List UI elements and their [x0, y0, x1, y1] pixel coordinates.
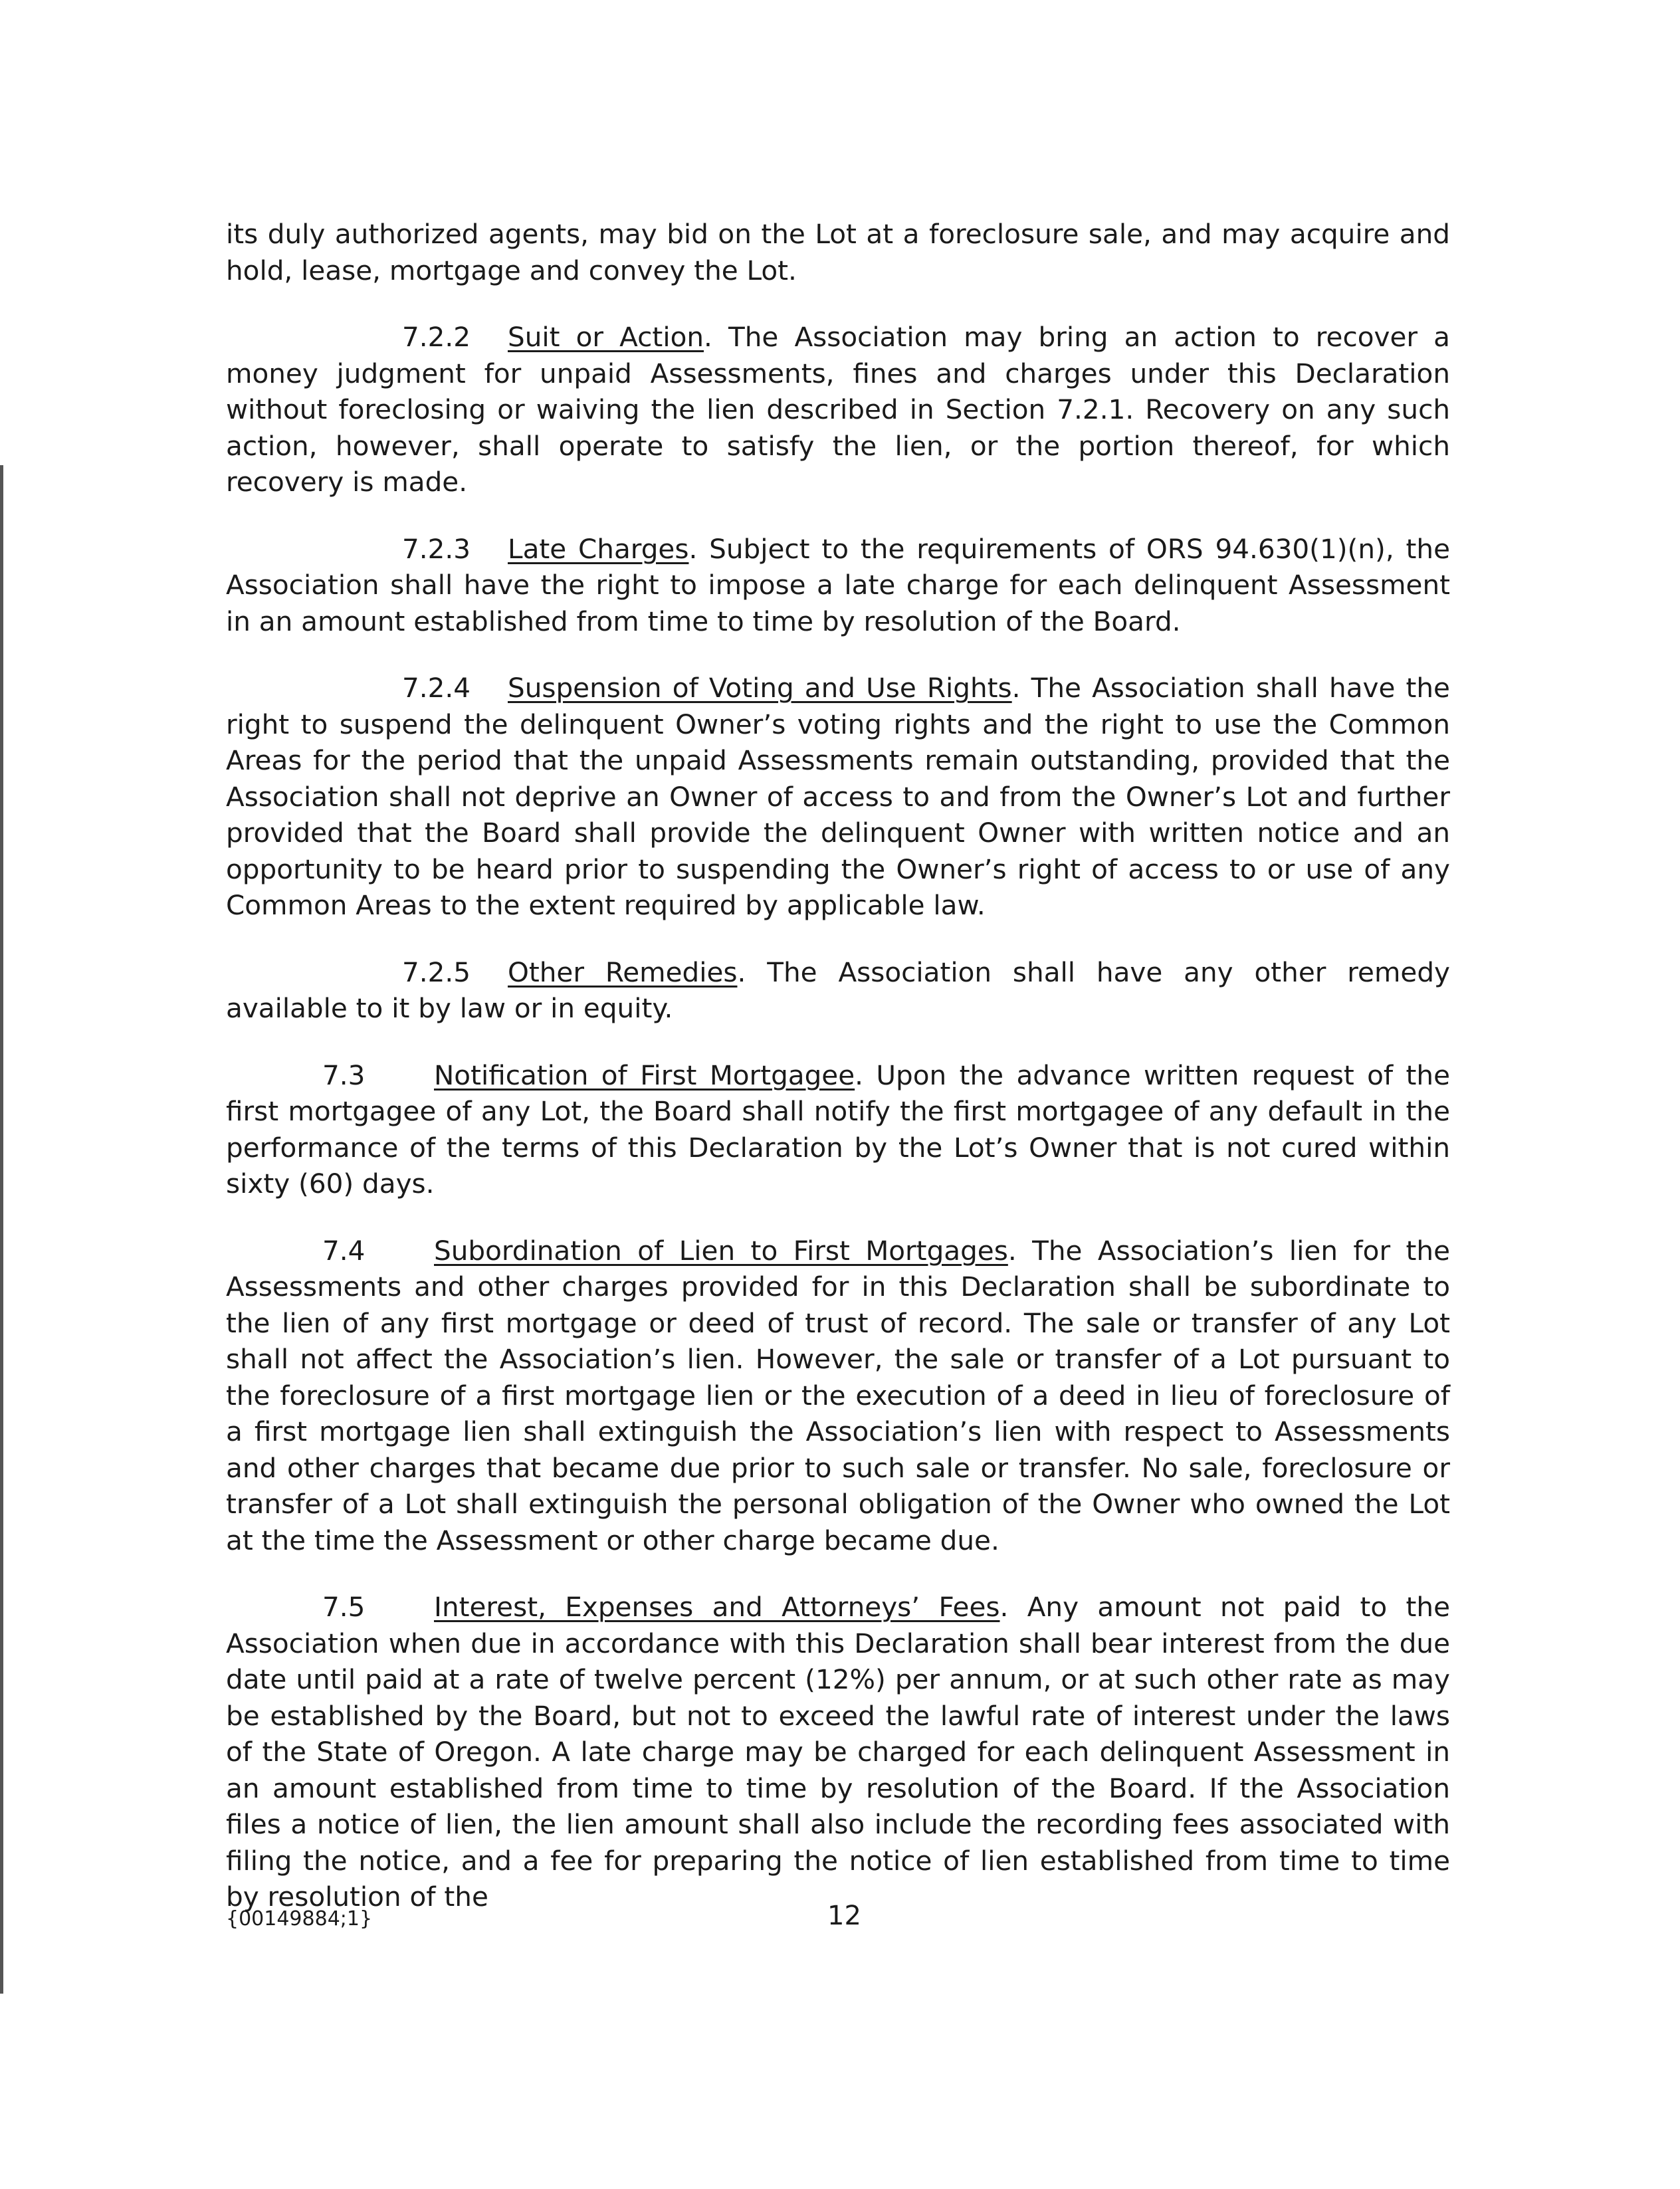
section-7-2-2 [226, 319, 1450, 500]
section-number: 7.4 [322, 1234, 366, 1267]
section-heading: Interest, Expenses and Attorneys’ Fees [434, 1591, 1000, 1623]
paragraph-text: its duly authorized agents, may bid on the Lot at a foreclosure sale, and may acquire and hold, lease, mortgage and convey the Lot. [226, 218, 1450, 286]
paragraph-continuation [226, 216, 1450, 288]
section-7-3 [226, 1057, 1450, 1202]
section-7-2-5 [226, 954, 1450, 1027]
paragraph-text: . Any amount not paid to the Association when due in accordance with this Declaration shall bear interest from the due date until paid at a rate of twelve percent (12%) per annum, or at such other rate as may be established by the Board, but not to exceed the lawful rate of interest under the laws of the State of Oregon. A late charge may be charged for each delinquent Assessment in an amount established from time to time by resolution of the Board. If the Association files a notice of lien, the lien amount shall also include the recording fees associated with filing the notice, and a fee for preparing the notice of lien established from time to time by resolution of the [226, 1591, 1450, 1913]
section-number: 7.2.4 [402, 672, 471, 704]
section-7-2-3 [226, 531, 1450, 640]
footer-document-id: {00149884;1} [226, 1907, 373, 1930]
scan-edge-shadow [0, 465, 3, 1994]
paragraph-text: . The Association’s lien for the Assessments and other charges provided for in this Declaration shall be subordinate to the lien of any first mortgage or deed of trust of record. The sale or transfer of any Lot shall not affect the Association’s lien. However, the sale or transfer of a Lot pursuant to the foreclosure of a first mortgage lien or the execution of a deed in lieu of foreclosure of a first mortgage lien shall extinguish the Association’s lien with respect to Assessments and other charges that became due prior to such sale or transfer. No sale, foreclosure or transfer of a Lot shall extinguish the personal obligation of the Owner who owned the Lot at the time the Assessment or other charge became due. [226, 1234, 1451, 1556]
section-number: 7.2.3 [402, 532, 471, 565]
section-number: 7.5 [322, 1591, 366, 1623]
paragraph-text: . Subject to the requirements of ORS 94.630(1)(n), the Association shall have the right to impose a late charge for each delinquent Assessment in an amount established from time to time by resolution of the Board. [226, 532, 1451, 637]
section-7-2-4 [226, 670, 1450, 924]
section-heading: Notification of First Mortgagee [434, 1059, 855, 1091]
section-heading: Suit or Action [508, 321, 704, 353]
section-heading: Other Remedies [508, 956, 738, 988]
section-7-4 [226, 1233, 1450, 1559]
section-heading: Late Charges [508, 532, 689, 565]
section-number: 7.3 [322, 1059, 366, 1091]
paragraph-text: . The Association may bring an action to recover a money judgment for unpaid Assessments, fines and charges under this Declaration without foreclosing or waiving the lien described in Section 7.2.1. Recovery on any such action, however, shall operate to satisfy the lien, or the portion thereof, for which recovery is made. [226, 321, 1450, 498]
section-number: 7.2.5 [402, 956, 471, 988]
paragraph-text: . Upon the advance written request of the first mortgagee of any Lot, the Board shall notify the first mortgagee of any default in the performance of the terms of this Declaration by the Lot’s Owner that is not cured within sixty (60) days. [226, 1059, 1450, 1199]
footer-page-number: 12 [827, 1901, 861, 1931]
paragraph-text: . The Association shall have any other remedy available to it by law or in equity. [226, 956, 1451, 1024]
document-page-body [226, 216, 1450, 1946]
section-number: 7.2.2 [402, 321, 471, 353]
paragraph-text: . The Association shall have the right to suspend the delinquent Owner’s voting rights and the right to use the Common Areas for the period that the unpaid Assessments remain outstanding, provided that the Association shall not deprive an Owner of access to and from the Owner’s Lot and further provided that the Board shall provide the delinquent Owner with written notice and an opportunity to be heard prior to suspending the Owner’s right of access to or use of any Common Areas to the extent required by applicable law. [226, 672, 1450, 921]
section-heading: Subordination of Lien to First Mortgages [434, 1234, 1008, 1267]
section-heading: Suspension of Voting and Use Rights [508, 672, 1012, 704]
section-7-5 [226, 1589, 1450, 1915]
